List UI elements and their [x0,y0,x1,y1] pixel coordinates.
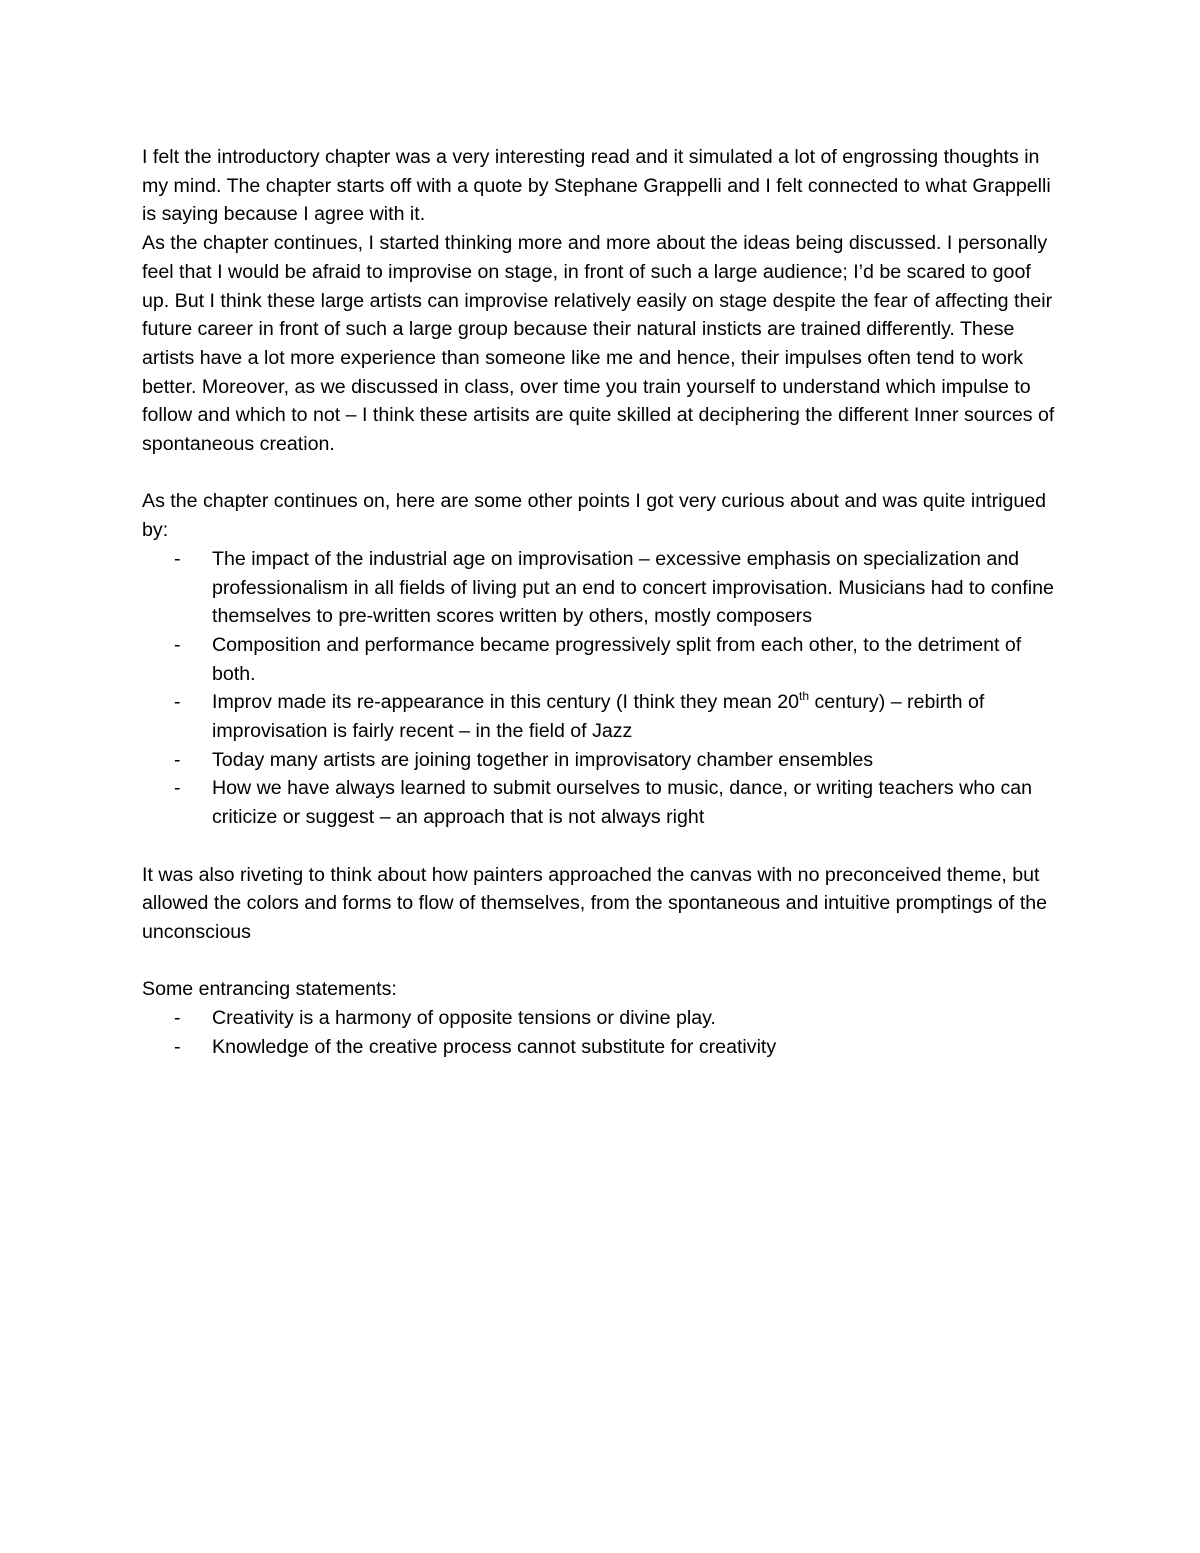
list-item [142,774,1057,831]
dash-marker: - [174,1007,181,1030]
list-item-text: How we have always learned to submit ourselves to music, dance, or writing teachers who can criticize or suggest – an approach that is not always right [212,777,1033,829]
dash-marker: - [174,547,181,570]
document-body [142,143,1057,1061]
dash-marker: - [174,748,181,771]
dash-marker: - [174,1035,181,1058]
list-item-text-end: century) – rebirth of improvisation is fairly recent – in the field of Jazz [212,691,985,743]
intro-paragraph: I felt the introductory chapter was a very interesting read and it simulated a lot of engrossing thoughts in my mind. The chapter starts off with a quote by Stephane Grappelli and I felt connected to what Grappelli is saying because I agree with it. [142,146,1051,226]
list-item [142,631,1057,688]
list-item [142,1033,1057,1062]
list-item [142,746,1057,775]
dash-marker: - [174,633,181,656]
painters-paragraph: It was also riveting to think about how painters approached the canvas with no preconceived theme, but allowed the colors and forms to flow of themselves, from the spontaneous and intuitive promptings of the unconscious [142,863,1048,943]
superscript: th [799,689,810,704]
list-item [142,1004,1057,1033]
list-item-text-start: Improv made its re-appearance in this century (I think they mean 20 [212,691,800,714]
reflection-paragraph: As the chapter continues, I started thinking more and more about the ideas being discussed. I personally feel that I would be afraid to improvise on stage, in front of such a large audience; I’d be scared to goof up. But I think these large artists can improvise relatively easily on stage despite the fear of affecting their future career in front of such a large group because their natural insticts are trained differently. These artists have a lot more experience than someone like me and hence, their impulses often tend to work better. Moreover, as we discussed in class, over time you train yourself to understand which impulse to follow and which to not – I think these artisits are quite skilled at deciphering the different Inner sources of spontaneous creation. [142,232,1055,456]
list-item-text: Today many artists are joining together in improvisatory chamber ensembles [212,748,874,771]
list-item-text [212,691,984,742]
dash-marker: - [174,691,181,714]
list-item-text: Composition and performance became progressively split from each other, to the detriment of both. [212,633,1022,685]
blank-line [142,832,1057,861]
list-item-text: The impact of the industrial age on improvisation – excessive emphasis on specialization and professionalism in all fields of living put an end to concert improvisation. Musicians had to confine themselves to pre-written scores written by others, mostly composers [212,547,1054,628]
blank-line [142,459,1057,488]
points-list [142,545,1057,832]
dash-marker: - [174,777,181,800]
list-item-text: Creativity is a harmony of opposite tensions or divine play. [212,1007,716,1030]
statements-list [142,1004,1057,1061]
points-intro-paragraph: As the chapter continues on, here are some other points I got very curious about and was quite intrigued by: [142,490,1047,542]
blank-line [142,947,1057,976]
statements-heading: Some entrancing statements: [142,978,397,1001]
list-item [142,545,1057,631]
list-item [142,688,1057,745]
list-item-text: Knowledge of the creative process cannot substitute for creativity [212,1035,777,1058]
